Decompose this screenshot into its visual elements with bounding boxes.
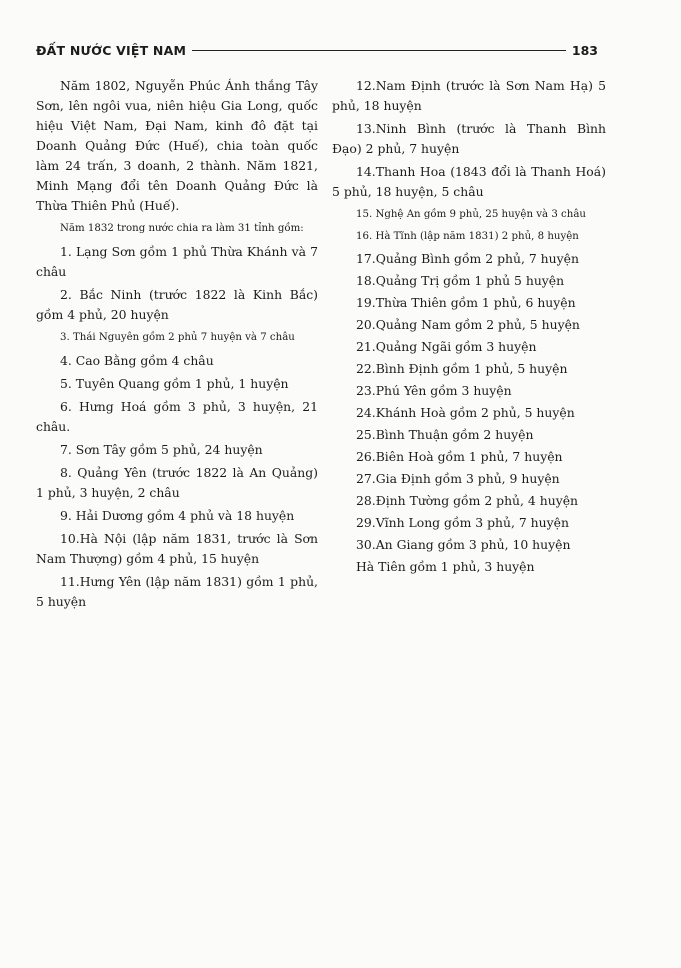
province-item: 14.Thanh Hoa (1843 đổi là Thanh Hoá) 5 phủ, 18 huyện, 5 châu — [332, 164, 606, 199]
province-item: Hà Tiên gồm 1 phủ, 3 huyện — [356, 559, 535, 574]
right-column — [332, 76, 606, 579]
province-item: 21.Quảng Ngãi gồm 3 huyện — [356, 339, 537, 354]
province-item: 17.Quảng Bình gồm 2 phủ, 7 huyện — [356, 251, 579, 266]
header-rule — [192, 50, 566, 51]
province-item: 6. Hưng Hoá gồm 3 phủ, 3 huyện, 21 châu. — [36, 399, 318, 434]
province-item: 27.Gia Định gồm 3 phủ, 9 huyện — [356, 471, 560, 486]
province-item: 26.Biên Hoà gồm 1 phủ, 7 huyện — [356, 449, 563, 464]
province-item: 29.Vĩnh Long gồm 3 phủ, 7 huyện — [356, 515, 569, 530]
province-item: 15. Nghệ An gồm 9 phủ, 25 huyện và 3 châu — [356, 209, 586, 220]
province-item: 18.Quảng Trị gồm 1 phủ 5 huyện — [356, 273, 565, 288]
province-item: 7. Sơn Tây gồm 5 phủ, 24 huyện — [60, 442, 263, 457]
province-item: 11.Hưng Yên (lập năm 1831) gồm 1 phủ, 5 huyện — [36, 574, 318, 609]
province-item: 24.Khánh Hoà gồm 2 phủ, 5 huyện — [356, 405, 575, 420]
province-item: 30.An Giang gồm 3 phủ, 10 huyện — [356, 537, 571, 552]
province-item: 16. Hà Tĩnh (lập năm 1831) 2 phủ, 8 huyện — [356, 231, 579, 242]
intro-paragraph: Năm 1802, Nguyễn Phúc Ánh thắng Tây Sơn, lên ngôi vua, niên hiệu Gia Long, quốc hiệu Việt Nam, Đại Nam, kinh đô đặt tại Doanh Quảng Đức (Huế), chia toàn quốc làm 24 trấn, 3 doanh, 2 thành. Năm 1821, Minh Mạng đổi tên Doanh Quảng Đức là Thừa Thiên Phủ (Huế). — [36, 78, 318, 213]
running-header — [36, 40, 598, 60]
list-lead: Năm 1832 trong nước chia ra làm 31 tỉnh gồm: — [60, 223, 304, 234]
left-column — [36, 76, 318, 615]
province-item: 3. Thái Nguyên gồm 2 phủ 7 huyện và 7 châu — [60, 332, 295, 343]
province-item: 28.Định Tường gồm 2 phủ, 4 huyện — [356, 493, 579, 508]
province-item: 20.Quảng Nam gồm 2 phủ, 5 huyện — [356, 317, 580, 332]
province-item: 25.Bình Thuận gồm 2 huyện — [356, 427, 534, 442]
province-item: 22.Bình Định gồm 1 phủ, 5 huyện — [356, 361, 568, 376]
province-item: 4. Cao Bằng gồm 4 châu — [60, 353, 214, 368]
province-item: 8. Quảng Yên (trước 1822 là An Quảng) 1 phủ, 3 huyện, 2 châu — [36, 465, 318, 500]
province-item: 1. Lạng Sơn gồm 1 phủ Thừa Khánh và 7 châu — [36, 244, 318, 279]
running-title: ĐẤT NƯỚC VIỆT NAM — [36, 42, 187, 58]
province-item: 5. Tuyên Quang gồm 1 phủ, 1 huyện — [60, 376, 289, 391]
province-item: 9. Hải Dương gồm 4 phủ và 18 huyện — [60, 508, 295, 523]
page-number: 183 — [571, 42, 598, 58]
province-item: 2. Bắc Ninh (trước 1822 là Kinh Bắc) gồm 4 phủ, 20 huyện — [36, 287, 318, 322]
province-item: 19.Thừa Thiên gồm 1 phủ, 6 huyện — [356, 295, 576, 310]
province-item: 23.Phú Yên gồm 3 huyện — [356, 383, 512, 398]
province-item: 10.Hà Nội (lập năm 1831, trước là Sơn Nam Thượng) gồm 4 phủ, 15 huyện — [36, 531, 318, 566]
province-item: 12.Nam Định (trước là Sơn Nam Hạ) 5 phủ, 18 huyện — [332, 78, 606, 113]
province-item: 13.Ninh Bình (trước là Thanh Bình Đạo) 2 phủ, 7 huyện — [332, 121, 606, 156]
